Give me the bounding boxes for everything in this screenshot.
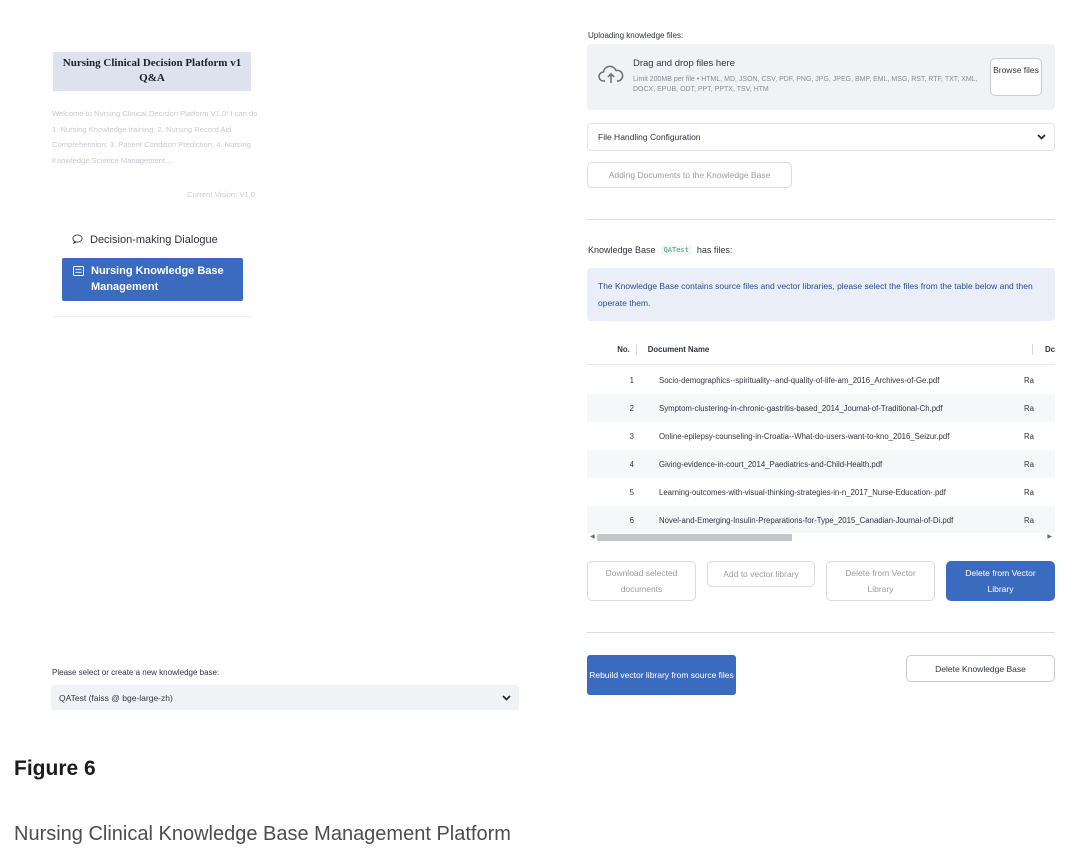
row-document-name: Symptom-clustering-in-chronic-gastritis-based_2014_Journal-of-Traditional-Ch.pdf	[659, 403, 943, 413]
file-dropzone[interactable]	[587, 44, 1055, 110]
table-row[interactable]	[587, 450, 1055, 478]
col-header-extra[interactable]: Dc	[1045, 345, 1055, 354]
row-document-name: Socio-demographics--spirituality--and-quality-of-life-am_2016_Archives-of-Ge.pdf	[659, 375, 940, 385]
row-extra: Ra	[1024, 375, 1034, 385]
config-expander-label: File Handling Configuration	[598, 132, 701, 142]
menu-item-knowledge-base[interactable]	[62, 258, 243, 301]
upload-label: Uploading knowledge files:	[588, 31, 684, 40]
scroll-right-icon[interactable]: ▶	[1047, 534, 1052, 540]
table-horizontal-scrollbar[interactable]	[587, 533, 1055, 543]
info-alert: The Knowledge Base contains source files and vector libraries, please select the files from the table below and then operate them.	[587, 268, 1055, 321]
welcome-text: Welcome to Nursing Clinical Decision Platform V1.0! I can do 1. Nursing Knowledge training; 2. Nursing Record Aid Comprehension; 3. Patient Condition Prediction; 4. Nursing Knowledge Science Management....	[52, 109, 258, 165]
delete-from-vector-button[interactable]: Delete from Vector Library	[946, 561, 1055, 601]
dropzone-limit-text: Limit 200MB per file • HTML, MD, JSON, CSV, PDF, PNG, JPG, JPEG, BMP, EML, MSG, RST, RTF, TXT, XML, DOCX, EPUB, ODT, PPT, PPTX, TSV, HTM	[633, 76, 978, 93]
menu-item-label: Decision-making Dialogue	[90, 234, 218, 246]
app-title-line1: Nursing Clinical Decision Platform v1	[62, 57, 242, 69]
row-extra: Ra	[1024, 459, 1034, 469]
row-no: 1	[629, 375, 634, 385]
divider	[587, 632, 1055, 633]
kb-files-prefix: Knowledge Base	[588, 245, 656, 255]
download-selected-button[interactable]: Download selected documents	[587, 561, 696, 601]
kb-select-label: Please select or create a new knowledge base:	[52, 668, 220, 677]
row-no: 6	[629, 515, 634, 525]
scroll-left-icon[interactable]: ◀	[590, 534, 595, 540]
delete-from-vector-light-button[interactable]: Delete from Vector Library	[826, 561, 935, 601]
row-document-name: Novel-and-Emerging-Insulin-Preparations-for-Type_2015_Canadian-Journal-of-Di.pdf	[659, 515, 954, 525]
kb-select-value: QATest (faiss @ bge-large-zh)	[59, 692, 173, 703]
menu-item-label: Nursing Knowledge Base Management	[91, 265, 224, 293]
chat-bubble-icon	[72, 232, 90, 246]
row-document-name: Online-epilepsy-counseling-in-Croatia--What-do-users-want-to-kno_2016_Seizur.pdf	[659, 431, 950, 441]
documents-table	[587, 335, 1055, 545]
row-no: 2	[629, 403, 634, 413]
table-row[interactable]	[587, 366, 1055, 394]
app-title	[53, 52, 251, 91]
scrollbar-thumb[interactable]	[597, 534, 792, 541]
row-extra: Ra	[1024, 431, 1034, 441]
table-row[interactable]	[587, 422, 1055, 450]
col-header-document-name[interactable]: Document Name	[647, 345, 710, 354]
column-separator	[636, 344, 637, 355]
col-header-no[interactable]: No.	[617, 345, 630, 354]
kb-files-suffix: has files:	[696, 245, 733, 255]
rebuild-vector-library-button[interactable]: Rebuild vector library from source files	[587, 655, 736, 695]
row-extra: Ra	[1024, 515, 1034, 525]
file-handling-config-expander[interactable]	[587, 123, 1055, 151]
add-documents-button[interactable]: Adding Documents to the Knowledge Base	[587, 162, 792, 188]
row-extra: Ra	[1024, 487, 1034, 497]
app-title-line2: Q&A	[139, 72, 165, 84]
row-extra: Ra	[1024, 403, 1034, 413]
table-header	[587, 335, 1055, 365]
table-row[interactable]	[587, 506, 1055, 534]
sidebar-divider	[53, 316, 253, 317]
chevron-down-icon	[502, 693, 511, 703]
table-row[interactable]	[587, 478, 1055, 506]
delete-knowledge-base-button[interactable]: Delete Knowledge Base	[906, 655, 1055, 682]
chevron-down-icon	[1037, 132, 1046, 142]
list-icon	[73, 264, 91, 278]
figure-label: Figure 6	[14, 757, 96, 780]
row-no: 4	[629, 459, 634, 469]
dropzone-title: Drag and drop files here	[633, 58, 735, 69]
kb-files-heading	[588, 245, 732, 255]
row-document-name: Giving-evidence-in-court_2014_Paediatrics-and-Child-Health.pdf	[659, 459, 883, 469]
version-text: Current Vision: V1.0	[187, 190, 255, 199]
row-no: 5	[629, 487, 634, 497]
add-to-vector-button[interactable]: Add to vector library	[707, 561, 815, 587]
figure-caption: Nursing Clinical Knowledge Base Management Platform	[14, 823, 511, 845]
row-no: 3	[629, 431, 634, 441]
cloud-upload-icon	[598, 64, 624, 86]
browse-files-button[interactable]: Browse files	[990, 58, 1042, 96]
kb-select[interactable]	[51, 685, 519, 710]
divider	[587, 219, 1055, 220]
kb-name-code: QATest	[661, 245, 692, 255]
menu-item-decision-dialogue[interactable]	[62, 232, 243, 250]
table-row[interactable]	[587, 394, 1055, 422]
row-document-name: Learning-outcomes-with-visual-thinking-strategies-in-n_2017_Nurse-Education-.pdf	[659, 487, 946, 497]
